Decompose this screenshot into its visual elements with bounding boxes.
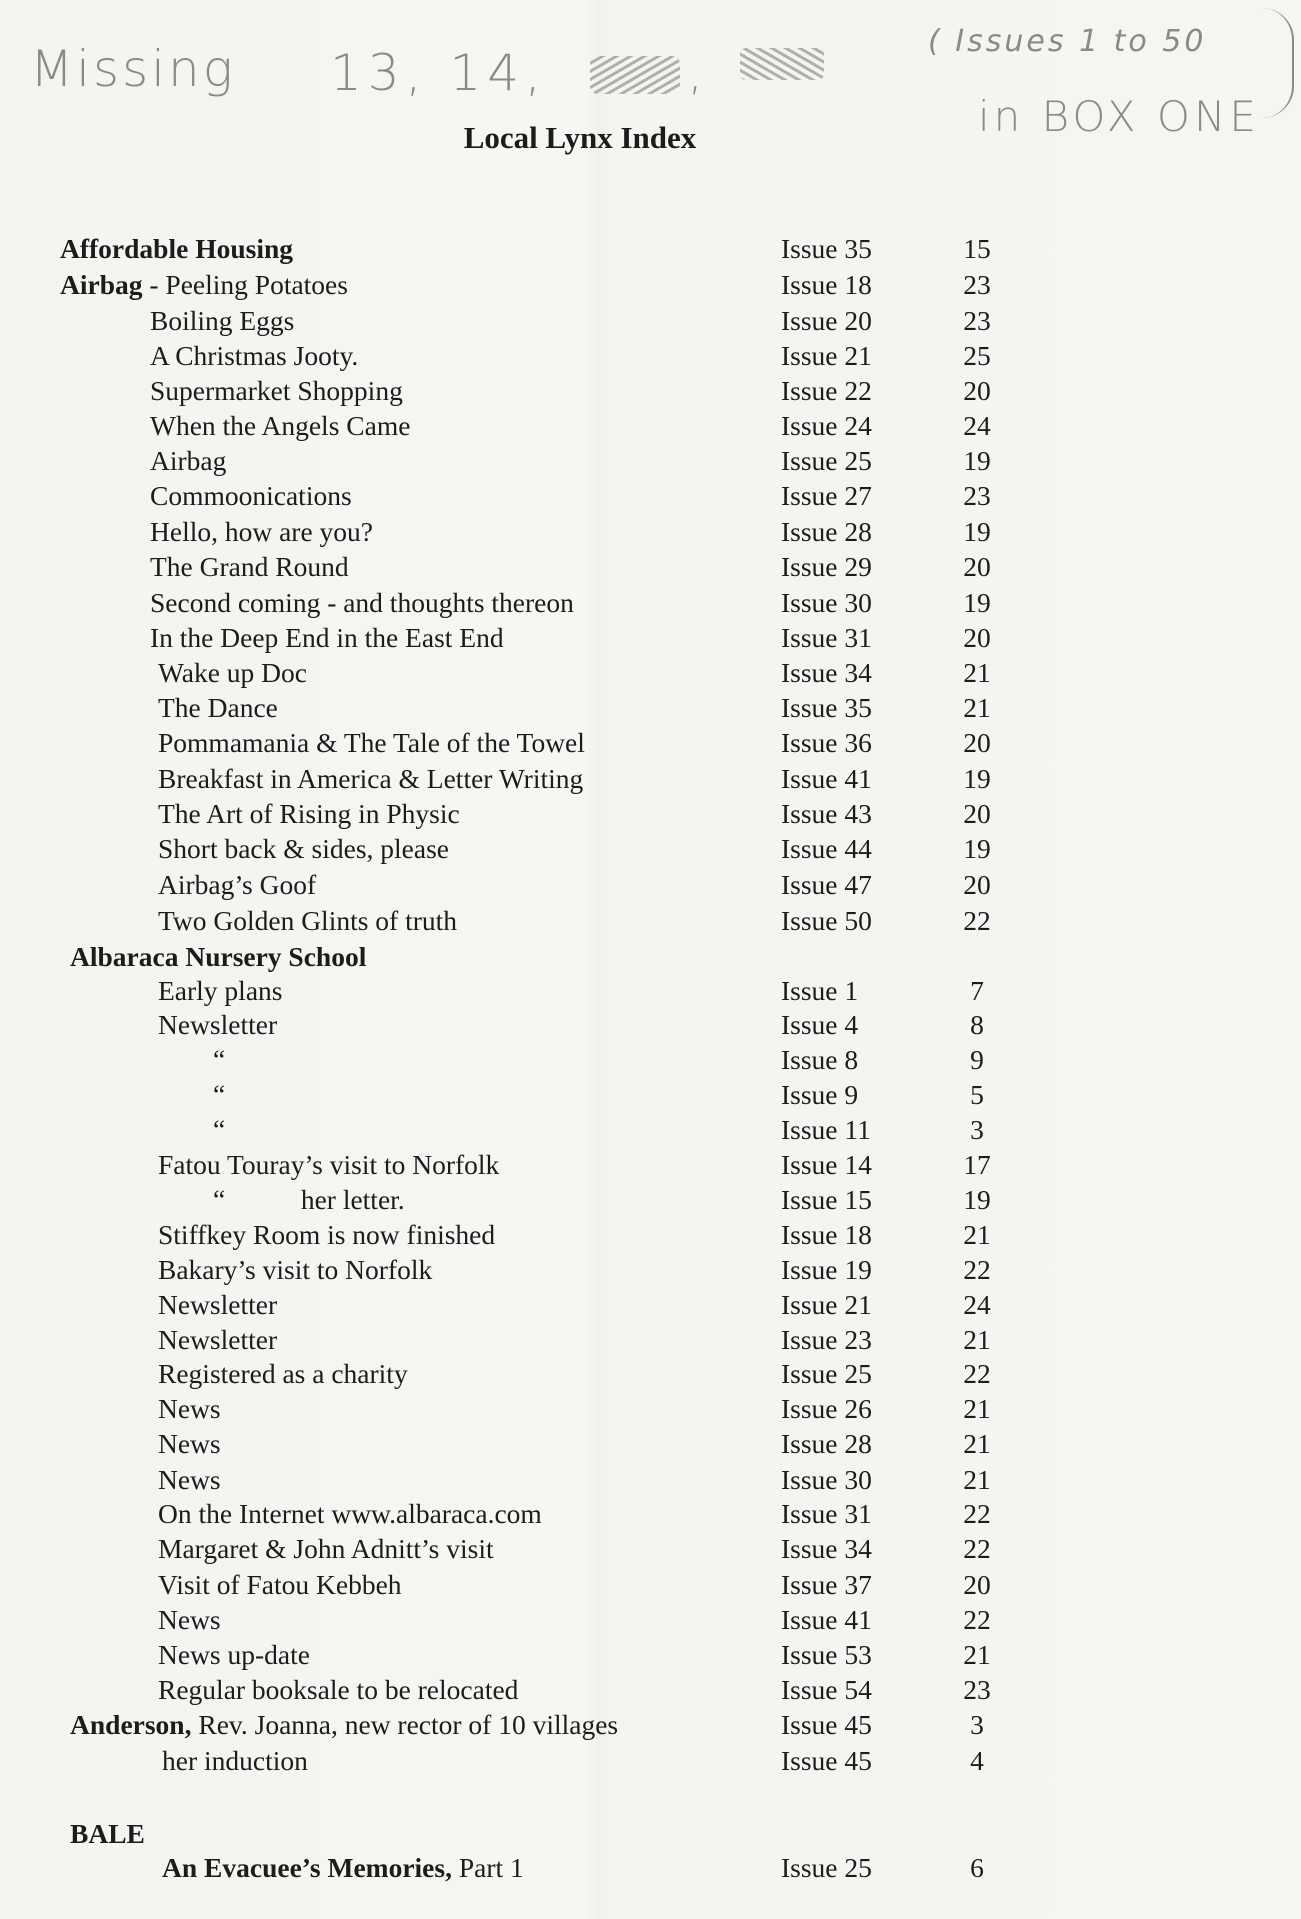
entry-page: 5 — [970, 1079, 984, 1110]
entry-page: 21 — [963, 1219, 991, 1250]
entry-page: 17 — [963, 1149, 991, 1180]
index-entry — [0, 762, 1301, 796]
index-entry — [0, 1427, 1301, 1461]
entry-page: 21 — [963, 657, 991, 688]
entry-issue: Issue 54 — [781, 1674, 872, 1705]
entry-issue: Issue 45 — [781, 1745, 872, 1776]
index-entry — [0, 1288, 1301, 1322]
entry-label — [158, 762, 583, 796]
entry-issue: Issue 11 — [781, 1114, 871, 1145]
entry-title: Regular booksale to be relocated — [158, 1674, 519, 1705]
entry-issue: Issue 23 — [781, 1324, 872, 1355]
entry-label — [158, 1463, 221, 1497]
index-entry — [0, 1113, 1301, 1147]
entry-title: Pommamania & The Tale of the Towel — [158, 727, 585, 758]
entry-heading: Albaraca Nursery School — [70, 941, 367, 972]
entry-title: Breakfast in America & Letter Writing — [158, 763, 584, 794]
entry-page: 23 — [963, 305, 991, 336]
entry-title: “ — [158, 1114, 226, 1145]
index-entry — [0, 1008, 1301, 1042]
index-entry — [0, 940, 1301, 974]
index-entry — [0, 1603, 1301, 1637]
page-title: Local Lynx Index — [463, 120, 697, 155]
entry-label — [162, 1744, 308, 1778]
entry-title: Margaret & John Adnitt’s visit — [158, 1533, 494, 1564]
entry-label — [158, 1288, 277, 1322]
entry-title: her induction — [162, 1745, 308, 1776]
entry-page: 20 — [963, 551, 991, 582]
entry-label — [70, 1817, 145, 1851]
entry-page: 20 — [963, 622, 991, 653]
entry-heading: Affordable Housing — [60, 233, 294, 264]
entry-page: 9 — [970, 1044, 984, 1075]
crossed-out-number — [740, 48, 824, 80]
entry-label — [158, 1392, 221, 1426]
entry-issue: Issue 9 — [781, 1079, 859, 1110]
entry-issue: Issue 31 — [781, 1498, 872, 1529]
entry-issue: Issue 20 — [781, 305, 872, 336]
index-entry — [0, 1638, 1301, 1672]
entry-page: 19 — [963, 587, 991, 618]
entry-title: Second coming - and thoughts thereon — [150, 587, 574, 618]
index-entry — [0, 1532, 1301, 1566]
entry-page: 22 — [963, 905, 991, 936]
handwritten-issues-note: ( Issues 1 to 50 — [928, 24, 1207, 59]
entry-issue: Issue 15 — [781, 1184, 872, 1215]
entry-title: A Christmas Jooty. — [150, 340, 359, 371]
entry-issue: Issue 18 — [781, 1219, 872, 1250]
index-entry — [0, 304, 1301, 338]
entry-page: 3 — [970, 1709, 984, 1740]
entry-title: Airbag — [150, 445, 227, 476]
entry-title: Early plans — [158, 975, 283, 1006]
entry-issue: Issue 24 — [781, 410, 872, 441]
index-entry — [0, 691, 1301, 725]
entry-label — [162, 1851, 524, 1885]
entry-issue: Issue 35 — [781, 692, 872, 723]
entry-page: 20 — [963, 1569, 991, 1600]
entry-title: “ her letter. — [158, 1184, 405, 1215]
entry-page: 22 — [963, 1358, 991, 1389]
entry-label — [158, 1113, 225, 1147]
index-entry — [0, 232, 1301, 266]
entry-label — [158, 904, 457, 938]
entry-title: Rev. Joanna, new rector of 10 villages — [191, 1709, 619, 1740]
entry-issue: Issue 21 — [781, 340, 872, 371]
entry-title: Newsletter — [158, 1289, 278, 1320]
entry-issue: Issue 18 — [781, 269, 872, 300]
index-entry — [0, 974, 1301, 1008]
index-entry — [0, 409, 1301, 443]
entry-label — [150, 374, 403, 408]
entry-label — [60, 268, 348, 302]
entry-label — [158, 1323, 277, 1357]
entry-issue: Issue 50 — [781, 905, 872, 936]
entry-label — [158, 1568, 402, 1602]
entry-title: The Grand Round — [150, 551, 349, 582]
entry-heading: Airbag — [60, 269, 143, 300]
index-entry — [0, 1497, 1301, 1531]
entry-issue: Issue 30 — [781, 1464, 872, 1495]
entry-page: 23 — [963, 1674, 991, 1705]
entry-title: Airbag’s Goof — [158, 869, 317, 900]
index-entry — [0, 797, 1301, 831]
entry-title: News up-date — [158, 1639, 310, 1670]
entry-issue: Issue 31 — [781, 622, 872, 653]
entry-label — [150, 304, 294, 338]
index-entry — [0, 339, 1301, 373]
index-entry — [0, 515, 1301, 549]
entry-page: 21 — [963, 1639, 991, 1670]
entry-page: 22 — [963, 1498, 991, 1529]
entry-label — [150, 550, 349, 584]
entry-label — [150, 339, 358, 373]
entry-page: 21 — [963, 692, 991, 723]
index-entry — [0, 1043, 1301, 1077]
index-entry — [0, 868, 1301, 902]
entry-title: Registered as a charity — [158, 1358, 408, 1389]
index-entry — [0, 1148, 1301, 1182]
entry-page: 15 — [963, 233, 991, 264]
entry-issue: Issue 26 — [781, 1393, 872, 1424]
entry-issue: Issue 25 — [781, 1358, 872, 1389]
entry-title: Visit of Fatou Kebbeh — [158, 1569, 402, 1600]
entry-title: Short back & sides, please — [158, 833, 449, 864]
entry-title: Newsletter — [158, 1009, 278, 1040]
index-entry — [0, 1253, 1301, 1287]
entry-title: - Peeling Potatoes — [142, 269, 348, 300]
entry-page: 23 — [963, 480, 991, 511]
entry-page: 20 — [963, 727, 991, 758]
index-entry — [0, 1183, 1301, 1217]
entry-issue: Issue 14 — [781, 1149, 872, 1180]
entry-page: 21 — [963, 1324, 991, 1355]
handwritten-box-note: in BOX ONE — [978, 92, 1260, 141]
index-entry — [0, 1218, 1301, 1252]
entry-label — [158, 832, 449, 866]
entry-issue: Issue 4 — [781, 1009, 859, 1040]
entry-page: 24 — [963, 1289, 991, 1320]
entry-label — [158, 1673, 518, 1707]
index-entry — [0, 726, 1301, 760]
entry-title: News — [158, 1428, 221, 1459]
index-entry — [0, 1323, 1301, 1357]
entry-issue: Issue 30 — [781, 587, 872, 618]
entry-page: 7 — [970, 975, 984, 1006]
entry-issue: Issue 25 — [781, 445, 872, 476]
entry-title: Wake up Doc — [158, 657, 307, 688]
entry-title: News — [158, 1393, 221, 1424]
entry-issue: Issue 44 — [781, 833, 872, 864]
index-entry — [0, 1392, 1301, 1426]
index-entry — [0, 550, 1301, 584]
entry-issue: Issue 25 — [781, 1852, 872, 1883]
entry-page: 19 — [963, 1184, 991, 1215]
entry-label — [158, 1043, 225, 1077]
entry-issue: Issue 1 — [781, 975, 859, 1006]
index-entry — [0, 1078, 1301, 1112]
entry-title: Two Golden Glints of truth — [158, 905, 458, 936]
entry-label — [158, 1183, 405, 1217]
entry-page: 22 — [963, 1254, 991, 1285]
entry-issue: Issue 35 — [781, 233, 872, 264]
index-entry — [0, 268, 1301, 302]
entry-label — [158, 1078, 225, 1112]
entry-heading: An Evacuee’s Memories, — [162, 1852, 452, 1883]
handwritten-missing-numbers: 13, 14, — [330, 44, 547, 102]
entry-heading: BALE — [70, 1818, 145, 1849]
entry-page: 25 — [963, 340, 991, 371]
index-entry — [0, 1463, 1301, 1497]
entry-page: 22 — [963, 1604, 991, 1635]
entry-title: Hello, how are you? — [150, 516, 373, 547]
index-entry — [0, 904, 1301, 938]
entry-heading: Anderson, — [70, 1709, 192, 1740]
entry-label — [158, 1008, 277, 1042]
entry-title: Commoonications — [150, 480, 352, 511]
entry-page: 21 — [963, 1393, 991, 1424]
entry-issue: Issue 19 — [781, 1254, 872, 1285]
entry-label — [60, 232, 293, 266]
entry-label — [150, 444, 226, 478]
entry-page: 19 — [963, 445, 991, 476]
entry-label — [158, 1427, 221, 1461]
entry-title: “ — [158, 1079, 226, 1110]
entry-label — [158, 656, 307, 690]
entry-title: The Dance — [158, 692, 278, 723]
entry-title: Bakary’s visit to Norfolk — [158, 1254, 433, 1285]
index-entry — [0, 586, 1301, 620]
index-entry — [0, 1744, 1301, 1778]
entry-page: 3 — [970, 1114, 984, 1145]
index-entry — [0, 444, 1301, 478]
entry-title: “ — [158, 1044, 226, 1075]
entry-label — [158, 1497, 542, 1531]
entry-page: 6 — [970, 1852, 984, 1883]
entry-issue: Issue 22 — [781, 375, 872, 406]
entry-page: 20 — [963, 869, 991, 900]
entry-page: 19 — [963, 763, 991, 794]
entry-page: 19 — [963, 516, 991, 547]
entry-issue: Issue 47 — [781, 869, 872, 900]
entry-title: News — [158, 1604, 221, 1635]
entry-page: 19 — [963, 833, 991, 864]
crossed-out-number — [590, 56, 680, 94]
entry-label — [70, 940, 366, 974]
entry-label — [158, 1532, 494, 1566]
entry-issue: Issue 8 — [781, 1044, 859, 1075]
entry-label — [150, 586, 574, 620]
entry-title: News — [158, 1464, 221, 1495]
entry-label — [158, 726, 585, 760]
entry-title: Fatou Touray’s visit to Norfolk — [158, 1149, 500, 1180]
entry-title: On the Internet www.albaraca.com — [158, 1498, 542, 1529]
entry-issue: Issue 34 — [781, 1533, 872, 1564]
entry-title: Supermarket Shopping — [150, 375, 403, 406]
entry-page: 21 — [963, 1428, 991, 1459]
index-entry — [0, 832, 1301, 866]
index-entry — [0, 1851, 1301, 1885]
entry-label — [158, 1357, 408, 1391]
entry-issue: Issue 43 — [781, 798, 872, 829]
entry-title: Part 1 — [451, 1852, 524, 1883]
entry-title: The Art of Rising in Physic — [158, 798, 460, 829]
entry-label — [158, 974, 282, 1008]
index-entry — [0, 621, 1301, 655]
entry-label — [158, 1603, 221, 1637]
index-entry — [0, 1817, 1301, 1851]
entry-page: 23 — [963, 269, 991, 300]
entry-title: Stiffkey Room is now finished — [158, 1219, 496, 1250]
index-entry — [0, 479, 1301, 513]
entry-issue: Issue 28 — [781, 516, 872, 547]
index-entry — [0, 1673, 1301, 1707]
entry-issue: Issue 53 — [781, 1639, 872, 1670]
entry-issue: Issue 37 — [781, 1569, 872, 1600]
entry-page: 24 — [963, 410, 991, 441]
entry-issue: Issue 27 — [781, 480, 872, 511]
entry-label — [150, 409, 410, 443]
entry-label — [158, 797, 460, 831]
entry-title: When the Angels Came — [150, 410, 411, 441]
entry-label — [70, 1708, 618, 1742]
entry-label — [158, 868, 316, 902]
entry-label — [158, 1253, 432, 1287]
handwritten-missing: Missing — [30, 40, 236, 98]
entry-label — [150, 621, 504, 655]
entry-page: 21 — [963, 1464, 991, 1495]
handwritten-parenthesis — [1262, 8, 1294, 118]
entry-title: In the Deep End in the East End — [150, 622, 504, 653]
entry-issue: Issue 21 — [781, 1289, 872, 1320]
entry-page: 20 — [963, 375, 991, 406]
entry-label — [150, 515, 373, 549]
entry-issue: Issue 45 — [781, 1709, 872, 1740]
index-entry — [0, 656, 1301, 690]
entry-issue: Issue 36 — [781, 727, 872, 758]
entry-label — [158, 1638, 310, 1672]
index-entry — [0, 1357, 1301, 1391]
index-entry — [0, 1708, 1301, 1742]
entry-label — [158, 1148, 499, 1182]
entry-title: Newsletter — [158, 1324, 278, 1355]
entry-issue: Issue 41 — [781, 1604, 872, 1635]
handwritten-comma: , — [688, 46, 706, 100]
index-entry — [0, 374, 1301, 408]
entry-issue: Issue 41 — [781, 763, 872, 794]
entry-page: 4 — [970, 1745, 984, 1776]
entry-issue: Issue 29 — [781, 551, 872, 582]
entry-issue: Issue 28 — [781, 1428, 872, 1459]
entry-issue: Issue 34 — [781, 657, 872, 688]
entry-label — [158, 1218, 495, 1252]
entry-label — [158, 691, 278, 725]
entry-title: Boiling Eggs — [150, 305, 295, 336]
entry-page: 8 — [970, 1009, 984, 1040]
entry-page: 22 — [963, 1533, 991, 1564]
entry-label — [150, 479, 352, 513]
index-entry — [0, 1568, 1301, 1602]
entry-page: 20 — [963, 798, 991, 829]
